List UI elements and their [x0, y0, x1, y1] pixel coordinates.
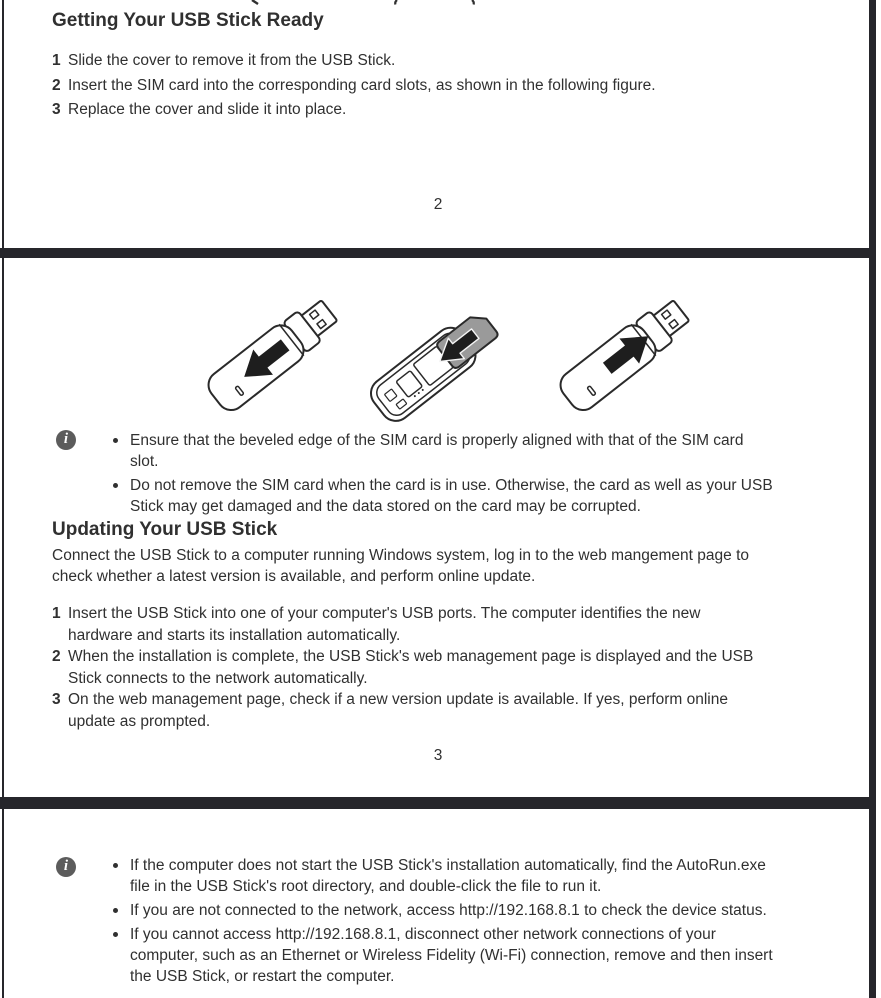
note-text: If the computer does not start the USB Stick's installation automatically, find the AutoRun.exe	[130, 857, 766, 874]
page-3	[0, 258, 876, 797]
step-number: 1	[52, 605, 61, 622]
note-text: Ensure that the beveled edge of the SIM card is properly aligned with that of the SIM card	[130, 432, 744, 449]
note-bullet	[113, 855, 876, 897]
intro-paragraph: Connect the USB Stick to a computer running Windows system, log in to the web mangement page to check whether a latest version is available, and perform online update.	[52, 547, 750, 585]
note-text: Do not remove the SIM card when the card is in use. Otherwise, the card as well as your USB	[130, 477, 773, 494]
note-bullet	[113, 430, 876, 472]
note-text: computer, such as an Ethernet or Wireless Fidelity (Wi-Fi) connection, remove and then insert	[130, 947, 773, 964]
step-item	[52, 75, 656, 97]
sim-insertion-figure	[193, 282, 718, 430]
page-2	[0, 0, 876, 248]
note-bullet	[113, 475, 876, 517]
step-text: Replace the cover and slide it into place.	[68, 101, 347, 118]
step-item	[52, 50, 656, 72]
note-text: file in the USB Stick's root directory, and double-click the file to run it.	[130, 878, 602, 895]
step-text: hardware and starts its installation automatically.	[68, 626, 401, 644]
note-text: If you are not connected to the network, access http://192.168.8.1 to check the device status.	[130, 902, 767, 919]
step-item	[52, 603, 753, 646]
step-item	[52, 646, 753, 689]
page-number: 3	[433, 747, 443, 764]
usb-stick-sim-insert-illustration	[365, 304, 504, 426]
section-heading-getting-ready: Getting Your USB Stick Ready	[52, 10, 324, 31]
page-4	[0, 809, 876, 998]
note-text: slot.	[130, 453, 159, 470]
step-number: 2	[52, 648, 61, 665]
page-gap-bar	[0, 797, 876, 809]
bullet-icon	[113, 863, 118, 868]
bullet-icon	[113, 908, 118, 913]
step-item	[52, 689, 753, 732]
page-number: 2	[433, 196, 443, 213]
numbered-steps	[52, 50, 656, 124]
step-text: update as prompted.	[68, 712, 211, 730]
page-right-border	[869, 0, 876, 998]
clipped-text-fragment	[0, 0, 876, 8]
numbered-steps	[52, 603, 753, 732]
info-icon: i	[56, 430, 76, 450]
step-number: 1	[52, 52, 61, 69]
note-text: Stick may get damaged and the data stored on the card may be corrupted.	[130, 498, 641, 515]
bullet-icon	[113, 932, 118, 937]
page-gap-bar	[0, 248, 876, 258]
step-number: 3	[52, 101, 61, 118]
step-text: Insert the SIM card into the corresponding card slots, as shown in the following figure.	[68, 76, 656, 94]
note-bullet	[113, 924, 876, 987]
note-text: the USB Stick, or restart the computer.	[130, 968, 395, 985]
usb-stick-cover-slide-illustration	[203, 294, 342, 416]
step-text: Insert the USB Stick into one of your computer's USB ports. The computer identifies the new	[68, 605, 701, 622]
step-number: 3	[52, 691, 61, 708]
note-text: If you cannot access http://192.168.8.1, disconnect other network connections of your	[130, 926, 716, 943]
section-heading-updating: Updating Your USB Stick	[52, 519, 278, 540]
step-text: Slide the cover to remove it from the USB Stick.	[68, 52, 396, 69]
note-block	[0, 855, 876, 990]
step-text: When the installation is complete, the USB Stick's web management page is displayed and the USB	[68, 648, 754, 665]
note-bullet	[113, 900, 876, 921]
page-left-border	[2, 0, 4, 998]
info-icon: i	[56, 857, 76, 877]
bullet-icon	[113, 438, 118, 443]
note-block	[0, 430, 876, 520]
step-text: On the web management page, check if a new version update is available. If yes, perform online	[68, 691, 728, 708]
usb-stick-cover-replace-illustration	[555, 294, 694, 416]
step-text: Stick connects to the network automatically.	[68, 669, 368, 687]
step-number: 2	[52, 76, 61, 94]
bullet-icon	[113, 483, 118, 488]
step-item	[52, 99, 656, 121]
